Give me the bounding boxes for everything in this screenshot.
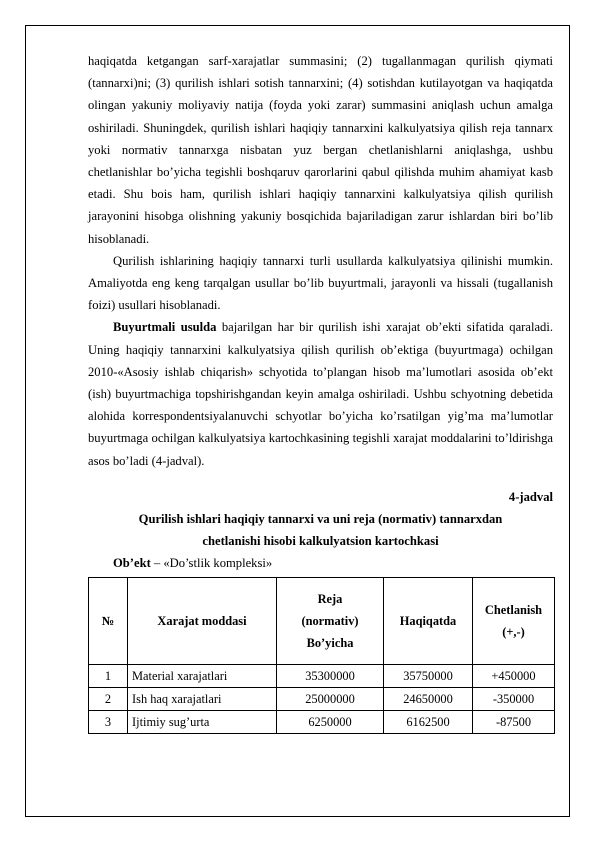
header-plan-line-2: (normativ)	[301, 613, 359, 628]
table-title-line-1: Qurilish ishlari haqiqiy tannarxi va uni reja (normativ) tannarxdan	[138, 512, 503, 527]
document-body	[88, 50, 553, 734]
table-number: 4-jadval	[508, 489, 553, 504]
table-title-line-2: chetlanishi hisobi kalkulyatsion kartochkasi	[202, 534, 439, 549]
paragraph-3-bold-term: Buyurtmali usulda	[113, 320, 217, 335]
row-item: Material xarajatlari	[128, 664, 277, 687]
table-header-row	[89, 577, 555, 664]
header-plan-line-1: Reja	[317, 591, 343, 606]
header-num: №	[89, 577, 128, 664]
object-line	[88, 552, 553, 574]
header-deviation	[473, 577, 555, 664]
calculation-card-table	[88, 577, 555, 734]
row-item: Ish haq xarajatlari	[128, 687, 277, 710]
row-num: 2	[89, 687, 128, 710]
row-actual: 35750000	[384, 664, 473, 687]
row-plan: 25000000	[277, 687, 384, 710]
row-plan: 6250000	[277, 710, 384, 733]
row-num: 3	[89, 710, 128, 733]
header-plan-line-3: Bo’yicha	[306, 635, 354, 650]
table-row	[89, 664, 555, 687]
header-plan	[277, 577, 384, 664]
row-actual: 24650000	[384, 687, 473, 710]
object-value: – «Do’stlik kompleksi»	[150, 556, 273, 571]
row-num: 1	[89, 664, 128, 687]
paragraph-3-text: bajarilgan har bir qurilish ishi xarajat ob’ekti sifatida qaraladi. Uning haqiqiy tannarxini kalkulyatsiya qilish qurilish ob’ektiga (buyurtmaga) ochilgan 2010-«Asosiy ishlab chiqarish» schyotida to’plangan hisob ma’lumotlari asosida ob’ekt (ish) buyurtmachiga topshirishgandan keyin amalga oshiriladi. Ushbu schyotning debetida alohida korrespondentsiyalanuvchi schyotlar bo’yicha ko’rsatilgan yig’ma ma’lumotlar buyurtmaga ochilgan kalkulyatsiya kartochkasining tegishli xarajat moddalarini to’ldirishga asos bo’ladi (4-jadval).	[88, 320, 553, 468]
header-deviation-line-1: Chetlanish	[484, 602, 543, 617]
row-item: Ijtimiy sug’urta	[128, 710, 277, 733]
paragraph-2: Qurilish ishlarining haqiqiy tannarxi turli usullarda kalkulyatsiya qilinishi mumkin. Amaliyotda eng keng tarqalgan usullar bo’lib buyurtmali, jarayonli va hissali (tugallanish foizi) usullari hisoblanadi.	[88, 253, 553, 313]
header-item: Xarajat moddasi	[128, 577, 277, 664]
paragraph-1: haqiqatda ketgangan sarf-xarajatlar summasini; (2) tugallanmagan qurilish qiymati (tannarxi)ni; (3) qurilish ishlari sotish tannarxini; (4) sotishdan kutilayotgan va haqiqatda olingan yakuniy moliyaviy natija (foyda yoki zarar) summasini aniqlash uchun amalga oshiriladi. Shuningdek, qurilish ishlari haqiqiy tannarxini kalkulyatsiya qilish reja tannarx yoki normativ tannarxga nisbatan yuz bergan chetlanishlarni aniqlashga, ushbu chetlanishlar bo’yicha tegishli boshqaruv qarorlarini qabul qilishda muhim ahamiyat kasb etadi. Shu bois ham, qurilish ishlari haqiqiy tannarxini kalkulyatsiya qilish qurilish jarayonini hisobga olishning yakuniy bosqichida bajariladigan zarur ishlardan biri bo’lib hisoblanadi.	[88, 54, 553, 246]
header-deviation-line-2: (+,-)	[502, 624, 525, 639]
object-label: Ob’ekt	[113, 556, 151, 571]
row-deviation: -87500	[473, 710, 555, 733]
row-deviation: +450000	[473, 664, 555, 687]
row-plan: 35300000	[277, 664, 384, 687]
row-deviation: -350000	[473, 687, 555, 710]
table-row	[89, 710, 555, 733]
header-actual: Haqiqatda	[384, 577, 473, 664]
paragraph-3	[88, 316, 553, 471]
row-actual: 6162500	[384, 710, 473, 733]
table-row	[89, 687, 555, 710]
